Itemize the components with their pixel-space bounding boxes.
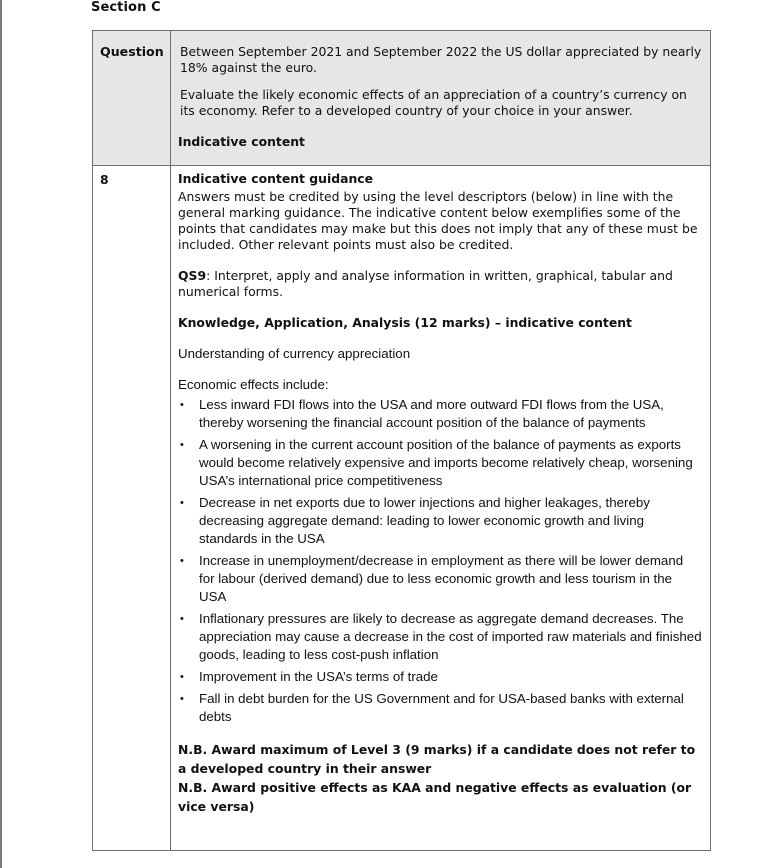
question-label-cell — [93, 31, 171, 166]
kaa-heading: Knowledge, Application, Analysis (12 marks) – indicative content — [178, 315, 632, 330]
table-header-row — [93, 31, 711, 166]
list-item: • Increase in unemployment/decrease in employment as there will be lower demand for labour (derived demand) due to less economic growth and less tourism in the USA — [180, 553, 684, 604]
nb-kaa-evaluation-note: N.B. Award positive effects as KAA and negative effects as evaluation (or vice versa) — [178, 780, 692, 814]
table-body-row — [93, 166, 711, 851]
page-edge-line — [0, 0, 2, 868]
bullet-icon: • — [180, 693, 184, 705]
section-title: Section C — [91, 0, 161, 15]
list-item: • Less inward FDI flows into the USA and more outward FDI flows from the USA, thereby worsening the financial account position of the balance of payments — [180, 397, 664, 430]
bullet-icon: • — [180, 613, 184, 625]
qs-label: QS9 — [178, 268, 207, 283]
question-text-task: Evaluate the likely economic effects of an appreciation of a country’s currency on its economy. Refer to a developed country of your choice in your answer. — [180, 87, 687, 118]
guidance-content-cell — [171, 166, 711, 851]
list-item: • Improvement in the USA’s terms of trade — [180, 669, 438, 684]
qs-statement — [178, 268, 702, 300]
bullet-icon: • — [180, 671, 184, 683]
question-number-cell — [93, 166, 171, 851]
nb-level-3-note: N.B. Award maximum of Level 3 (9 marks) if a candidate does not refer to a developed country in their answer — [178, 742, 696, 776]
list-item: • A worsening in the current account position of the balance of payments as exports would become relatively expensive and imports become relatively cheap, worsening USA’s international price competitiveness — [180, 437, 693, 488]
mark-scheme-table — [92, 30, 711, 851]
guidance-text: Answers must be credited by using the level descriptors (below) in line with the general marking guidance. The indicative content below exemplifies some of the points that candidates may make but this does not imply that any of these must be included. Other relevant points must also be credited. — [178, 189, 698, 252]
question-text-context: Between September 2021 and September 2022 the US dollar appreciated by nearly 18% against the euro. — [180, 44, 702, 75]
guidance-title: Indicative content guidance — [178, 171, 374, 186]
indicative-content-heading: Indicative content — [178, 134, 305, 149]
qs-text: : Interpret, apply and analyse information in written, graphical, tabular and numerical forms. — [178, 268, 673, 299]
list-item: • Inflationary pressures are likely to decrease as aggregate demand decreases. The appreciation may cause a decrease in the cost of imported raw materials and finished goods, leading to less cost-push inflation — [180, 611, 702, 662]
effects-intro: Economic effects include: — [178, 377, 329, 392]
bullet-icon: • — [180, 439, 184, 451]
effects-list — [178, 396, 702, 726]
bullet-icon: • — [180, 497, 184, 509]
bullet-icon: • — [180, 555, 184, 567]
question-text-cell — [171, 31, 711, 166]
question-label: Question — [100, 44, 164, 59]
list-item: • Fall in debt burden for the US Government and for USA-based banks with external debts — [180, 691, 684, 724]
question-number: 8 — [100, 172, 109, 187]
list-item: • Decrease in net exports due to lower injections and higher leakages, thereby decreasing aggregate demand: leading to lower economic growth and living standards in the USA — [180, 495, 650, 546]
bullet-icon: • — [180, 399, 184, 411]
understanding-text: Understanding of currency appreciation — [178, 346, 411, 361]
